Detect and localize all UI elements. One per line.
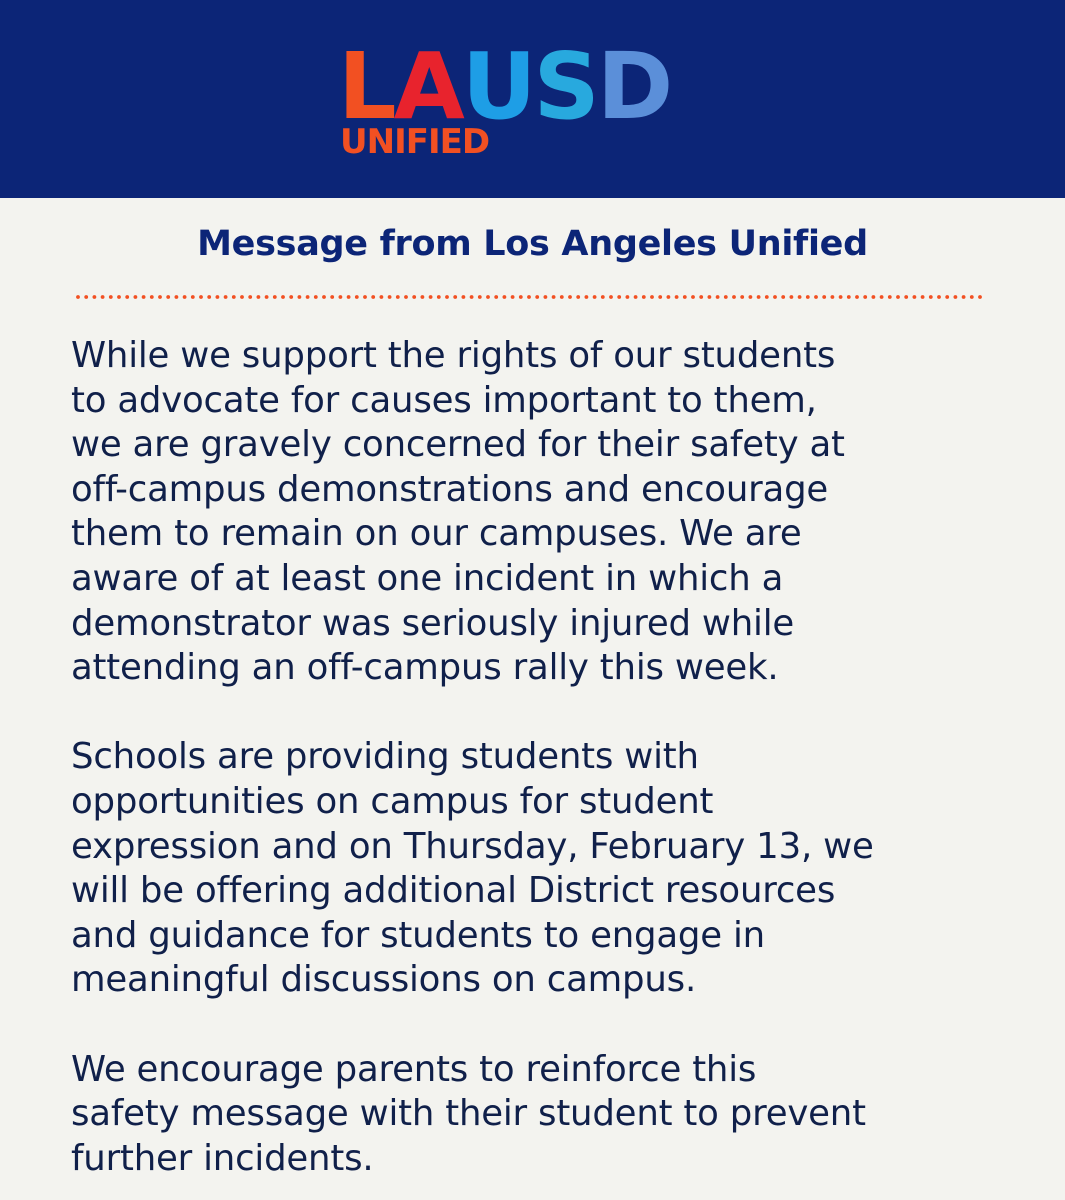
divider-dot <box>216 295 220 299</box>
text-line: attending an off-campus rally this week. <box>71 647 779 689</box>
divider-dot <box>650 295 654 299</box>
divider-dot <box>945 295 949 299</box>
divider-dot <box>929 295 933 299</box>
divider-dot <box>511 295 515 299</box>
divider-dot <box>667 295 671 299</box>
divider-dot <box>617 295 621 299</box>
divider-dot <box>806 295 810 299</box>
divider-dot <box>421 295 425 299</box>
text-line: While we support the rights of our students <box>71 335 836 376</box>
divider-dot <box>576 295 580 299</box>
divider-dot <box>552 295 556 299</box>
divider-dot <box>445 295 449 299</box>
divider-dot <box>732 295 736 299</box>
divider-dot <box>273 295 277 299</box>
paragraph <box>71 1048 1011 1182</box>
divider-dot <box>724 295 728 299</box>
text-line: opportunities on campus for student <box>71 780 714 822</box>
divider-dot <box>453 295 457 299</box>
text-line: aware of at least one incident in which a <box>71 557 784 599</box>
divider-dot <box>117 295 121 299</box>
text-line: to advocate for causes important to them, <box>71 379 817 421</box>
divider-dot <box>207 295 211 299</box>
divider-dot <box>683 295 687 299</box>
divider-dot <box>740 295 744 299</box>
divider-dot <box>872 295 876 299</box>
text-line: safety message with their student to prevent <box>71 1093 866 1135</box>
divider-dot <box>814 295 818 299</box>
divider-dot <box>486 295 490 299</box>
divider-dot <box>519 295 523 299</box>
divider-dot <box>593 295 597 299</box>
paragraph <box>71 735 1011 1003</box>
divider-dot <box>248 295 252 299</box>
logo-wordmark <box>338 33 671 140</box>
divider-dot <box>412 295 416 299</box>
divider-dot <box>978 295 982 299</box>
divider-dot <box>691 295 695 299</box>
divider-dot <box>781 295 785 299</box>
divider-dot <box>527 295 531 299</box>
divider-dot <box>76 295 80 299</box>
divider-dot <box>224 295 228 299</box>
header-banner <box>0 0 1065 198</box>
divider-dot <box>765 295 769 299</box>
divider-dot <box>166 295 170 299</box>
divider-dot <box>101 295 105 299</box>
divider-dot <box>404 295 408 299</box>
divider-dot <box>863 295 867 299</box>
divider-dot <box>396 295 400 299</box>
divider-dot <box>355 295 359 299</box>
logo-letter-u: U <box>461 33 534 140</box>
divider-dot <box>601 295 605 299</box>
divider-dot <box>125 295 129 299</box>
divider-dot <box>289 295 293 299</box>
page-title: Message from Los Angeles Unified <box>197 224 868 264</box>
divider-dot <box>84 295 88 299</box>
divider-dot <box>281 295 285 299</box>
text-line: expression and on Thursday, February 13, we <box>71 825 874 867</box>
divider-dot <box>749 295 753 299</box>
divider-dot <box>257 295 261 299</box>
divider-dot <box>175 295 179 299</box>
divider-dot <box>896 295 900 299</box>
divider-dot <box>322 295 326 299</box>
divider-dot <box>708 295 712 299</box>
divider-dot <box>642 295 646 299</box>
text-line: we are gravely concerned for their safety at <box>71 424 845 466</box>
divider-dot <box>822 295 826 299</box>
divider-dot <box>240 295 244 299</box>
divider-dot <box>503 295 507 299</box>
divider-dot <box>134 295 138 299</box>
paragraph <box>71 334 1011 691</box>
divider-dot <box>954 295 958 299</box>
divider-dot <box>585 295 589 299</box>
text-line: and guidance for students to engage in <box>71 914 765 956</box>
divider-dot <box>183 295 187 299</box>
divider-dot <box>437 295 441 299</box>
divider-dot <box>478 295 482 299</box>
logo-letter-l: L <box>338 33 394 140</box>
divider-dot <box>839 295 843 299</box>
divider-dot <box>380 295 384 299</box>
divider-dot <box>371 295 375 299</box>
divider-dot <box>699 295 703 299</box>
divider-dot <box>937 295 941 299</box>
text-line: We encourage parents to reinforce this <box>71 1048 757 1090</box>
message-body <box>71 334 1011 1181</box>
divider-dot <box>199 295 203 299</box>
logo-letter-d: D <box>596 33 671 140</box>
divider-dot <box>962 295 966 299</box>
divider-dot <box>330 295 334 299</box>
divider-dot <box>888 295 892 299</box>
divider-dot <box>847 295 851 299</box>
divider-dot <box>634 295 638 299</box>
divider-dot <box>191 295 195 299</box>
divider-dot <box>462 295 466 299</box>
divider-dot <box>970 295 974 299</box>
divider-dot <box>560 295 564 299</box>
divider-dot <box>904 295 908 299</box>
divider-dot <box>429 295 433 299</box>
divider-dot <box>298 295 302 299</box>
divider-dot <box>363 295 367 299</box>
divider-dot <box>626 295 630 299</box>
divider-dot <box>347 295 351 299</box>
divider-dot <box>142 295 146 299</box>
logo-subtitle: UNIFIED <box>340 122 490 162</box>
divider-dot <box>913 295 917 299</box>
text-line: will be offering additional District resources <box>71 870 836 912</box>
text-line: them to remain on our campuses. We are <box>71 513 802 555</box>
divider-dot <box>314 295 318 299</box>
divider-dot <box>921 295 925 299</box>
text-line: off-campus demonstrations and encourage <box>71 468 829 510</box>
logo-letter-s: S <box>533 33 597 140</box>
dotted-divider <box>76 293 988 301</box>
divider-dot <box>265 295 269 299</box>
divider-dot <box>494 295 498 299</box>
divider-dot <box>544 295 548 299</box>
lausd-logo <box>338 33 728 162</box>
text-line: Schools are providing students with <box>71 736 699 778</box>
divider-dot <box>306 295 310 299</box>
divider-dot <box>790 295 794 299</box>
divider-dot <box>470 295 474 299</box>
logo-letter-a: A <box>393 33 462 140</box>
divider-dot <box>658 295 662 299</box>
divider-dot <box>93 295 97 299</box>
divider-dot <box>798 295 802 299</box>
divider-dot <box>716 295 720 299</box>
divider-dot <box>109 295 113 299</box>
divider-dot <box>855 295 859 299</box>
divider-dot <box>388 295 392 299</box>
divider-dot <box>831 295 835 299</box>
divider-dot <box>757 295 761 299</box>
divider-dot <box>609 295 613 299</box>
divider-dot <box>150 295 154 299</box>
text-line: demonstrator was seriously injured while <box>71 602 794 644</box>
divider-dot <box>675 295 679 299</box>
text-line: further incidents. <box>71 1137 374 1179</box>
divider-dot <box>158 295 162 299</box>
divider-dot <box>880 295 884 299</box>
text-line: meaningful discussions on campus. <box>71 959 697 1001</box>
divider-dot <box>535 295 539 299</box>
divider-dot <box>232 295 236 299</box>
divider-dot <box>568 295 572 299</box>
divider-dot <box>339 295 343 299</box>
divider-dot <box>773 295 777 299</box>
